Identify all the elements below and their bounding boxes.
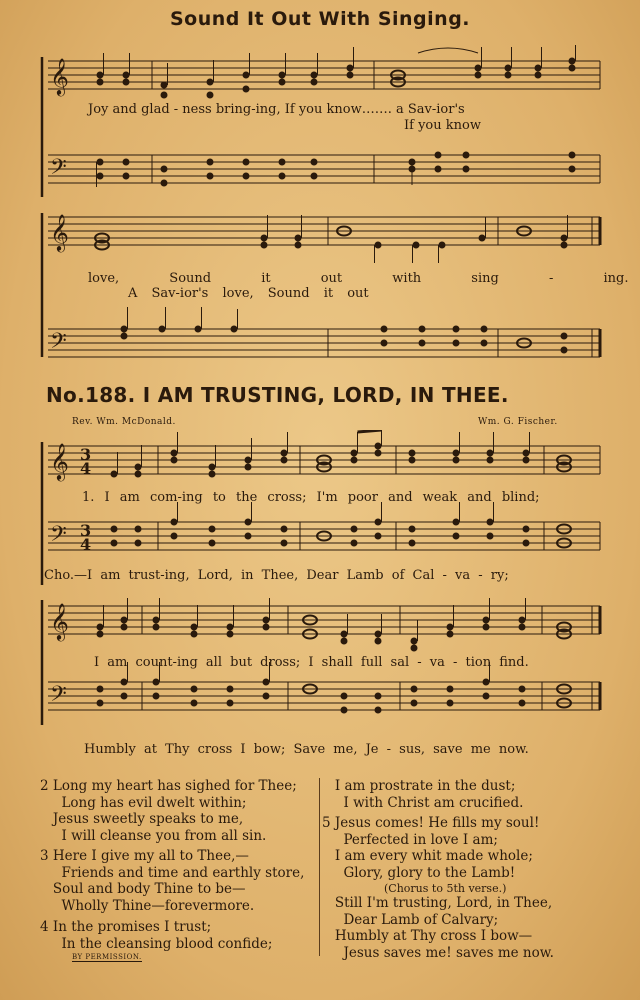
song2-author: Rev. Wm. McDonald.	[72, 417, 176, 427]
final-chorus: Still I'm trusting, Lord, in Thee, Dear Lamb of Calvary; Humbly at Thy cross I bow— Jesus saves me! saves me now.	[334, 895, 554, 961]
verse-4-continued: I am prostrate in the dust; I with Christ am crucified.	[334, 778, 524, 811]
svg-text:𝄞: 𝄞	[50, 442, 69, 480]
svg-text:𝄢: 𝄢	[50, 329, 67, 359]
svg-text:𝄢: 𝄢	[50, 682, 67, 712]
song2-system1	[38, 430, 604, 590]
song2-verse1-line1: 1. I am com-ing to the cross; I'm poor and weak and blind;	[82, 490, 540, 505]
song1-title: Sound It Out With Singing.	[169, 8, 471, 30]
svg-text:4: 4	[80, 535, 92, 554]
svg-text:𝄞: 𝄞	[50, 57, 69, 95]
song1-line2-sublyric: A Sav-ior's love, Sound it out	[128, 286, 369, 301]
chorus-note: (Chorus to 5th verse.)	[384, 882, 507, 895]
song1-system1	[38, 45, 604, 205]
song2-verse1-line2: I am count-ing all but dross; I shall full sal - va - tion find.	[94, 655, 529, 670]
svg-text:𝄞: 𝄞	[50, 213, 69, 251]
verse-2: 2 Long my heart has sighed for Thee; Long has evil dwelt within; Jesus sweetly speaks to me, I will cleanse you from all sin.	[40, 778, 297, 844]
column-divider	[319, 778, 320, 956]
svg-text:3: 3	[80, 521, 92, 540]
song1-line2-lyric: love, Sound it out with sing - ing.	[88, 271, 629, 286]
song1-line1-sublyric: If you know	[404, 118, 481, 133]
song2-title: No.188. I AM TRUSTING, LORD, IN THEE.	[46, 383, 509, 407]
svg-text:𝄢: 𝄢	[50, 522, 67, 552]
permission-note: BY PERMISSION.	[72, 953, 142, 961]
song2-chorus-line1: Cho.—I am trust-ing, Lord, in Thee, Dear Lamb of Cal - va - ry;	[44, 568, 509, 583]
verse-3: 3 Here I give my all to Thee,— Friends and time and earthly store, Soul and body Thine to be— Wholly Thine—forevermore.	[40, 848, 305, 914]
song2-composer: Wm. G. Fischer.	[478, 417, 558, 427]
svg-text:𝄢: 𝄢	[50, 155, 67, 185]
song1-line1-lyric: Joy and glad - ness bring-ing, If you know……. a Sav-ior's	[88, 102, 465, 117]
svg-text:4: 4	[80, 459, 92, 478]
verse-4: 4 In the promises I trust; In the cleansing blood confide;	[40, 919, 273, 952]
verse-5: 5 Jesus comes! He fills my soul! Perfected in love I am; I am every whit made whole; Glory, glory to the Lamb!	[322, 815, 540, 881]
svg-text:3: 3	[80, 445, 92, 464]
svg-text:𝄞: 𝄞	[50, 602, 69, 640]
song2-chorus-line2: Humbly at Thy cross I bow; Save me, Je - sus, save me now.	[84, 742, 529, 757]
